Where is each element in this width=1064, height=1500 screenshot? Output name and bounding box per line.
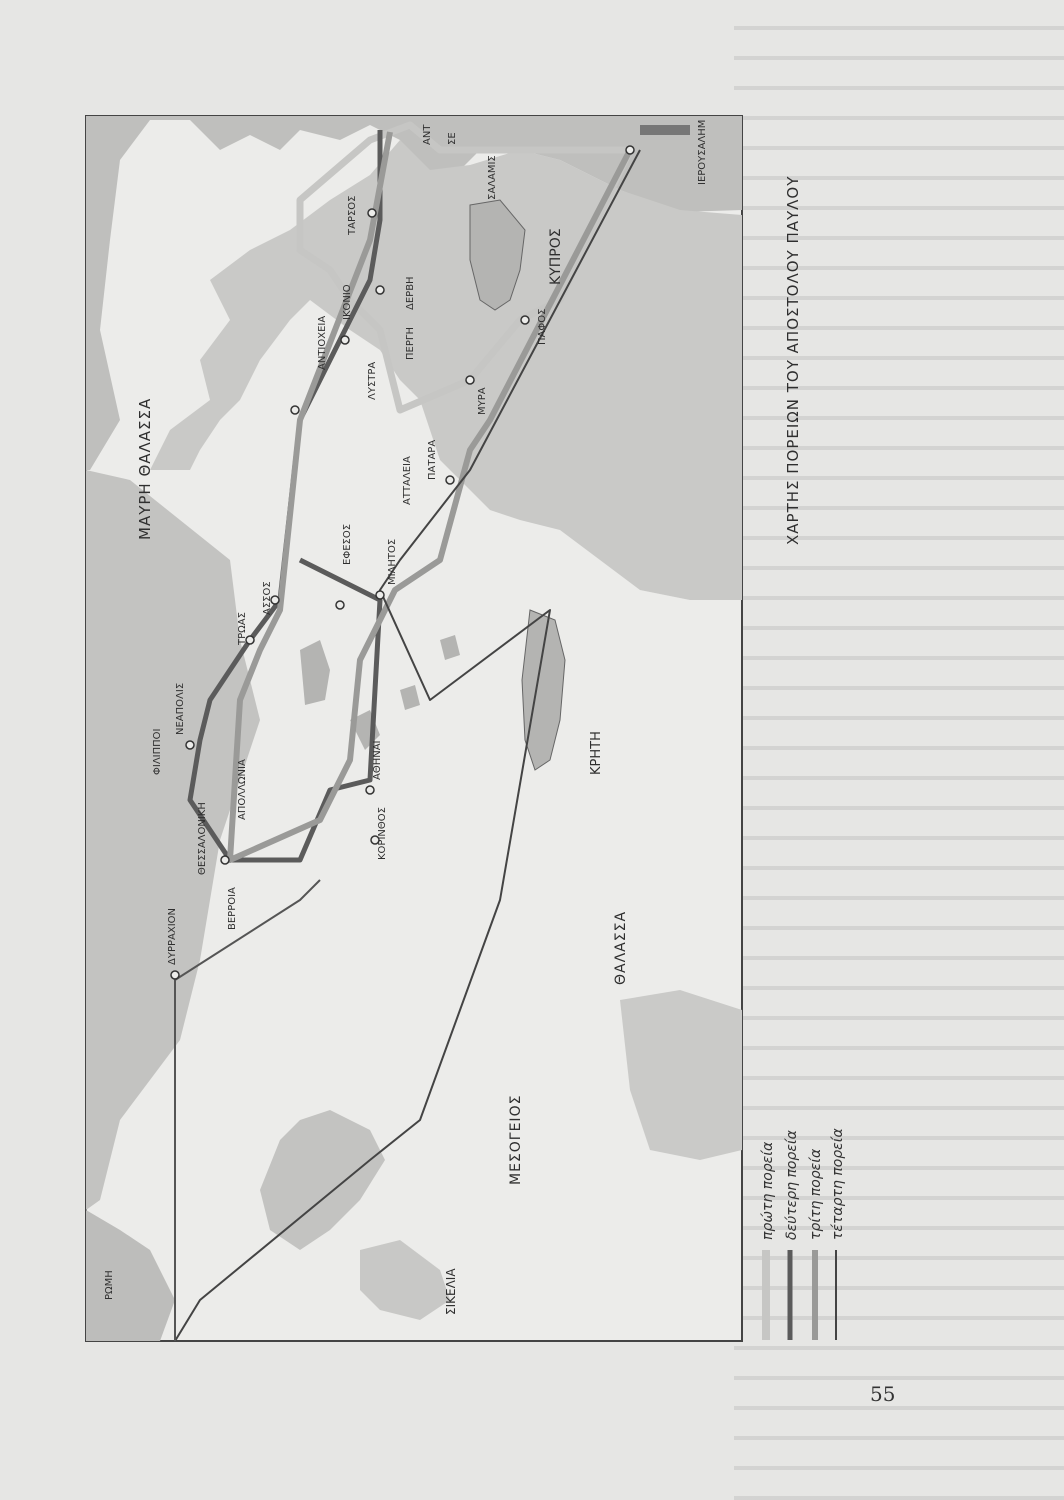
place-label: ΤΡΩΑΣ <box>237 612 248 645</box>
place-label: ΕΦΕΣΟΣ <box>342 523 353 565</box>
place-label: ΘΕΣΣΑΛΟΝΙΚΗ <box>197 802 208 875</box>
place-label: ΙΚΟΝΙΟ <box>342 284 353 320</box>
place-label: ΑΣΣΟΣ <box>262 581 273 615</box>
place-label: ΔΕΡΒΗ <box>405 276 416 310</box>
legend-label-fourth: τέταρτη πορεία <box>830 1128 846 1240</box>
sea-label-black-sea: ΜΑΥΡΗ ΘΑΛΑΣΣΑ <box>136 397 154 540</box>
sea-label-mediterranean: ΜΕΣΟΓΕΙΟΣ <box>508 1094 524 1185</box>
place-label: ΛΥΣΤΡΑ <box>367 361 378 400</box>
place-label: ΒΕΡΡΟΙΑ <box>227 887 238 930</box>
place-label: ΦΙΛΙΠΠΟΙ <box>152 728 163 775</box>
place-label: ΑΝΤ <box>422 124 433 145</box>
place-label: ΑΘΗΝΑΙ <box>372 740 383 780</box>
city-marker <box>376 591 384 599</box>
city-marker <box>521 316 529 324</box>
city-marker <box>366 786 374 794</box>
city-marker <box>446 476 454 484</box>
city-marker <box>186 741 194 749</box>
city-marker <box>368 209 376 217</box>
city-marker <box>341 336 349 344</box>
legend-label-third: τρίτη πορεία <box>808 1148 824 1240</box>
place-label: ΝΕΑΠΟΛΙΣ <box>175 682 186 735</box>
map-legend <box>760 1128 846 1340</box>
sea-label-sea: ΘΑΛΑΣΣΑ <box>613 910 629 985</box>
city-marker <box>336 601 344 609</box>
place-label: ΑΝΤΙΟΧΕΙΑ <box>317 315 328 370</box>
city-marker <box>171 971 179 979</box>
page-number: 55 <box>870 1382 896 1406</box>
place-label: ΑΠΟΛΛΩΝΙΑ <box>237 759 248 820</box>
city-marker <box>221 856 229 864</box>
place-label: ΣΑΛΑΜΙΣ <box>487 155 498 200</box>
place-label: ΠΑΤΑΡΑ <box>427 439 438 480</box>
city-marker <box>466 376 474 384</box>
place-label: ΠΕΡΓΗ <box>405 327 416 360</box>
island-label-sicily: ΣΙΚΕΛΙΑ <box>444 1268 458 1315</box>
city-marker <box>291 406 299 414</box>
place-label: ΣΕ <box>447 132 458 145</box>
city-marker <box>626 146 634 154</box>
island-label-cyprus: ΚΥΠΡΟΣ <box>548 228 564 285</box>
map-title: ΧΑΡΤΗΣ ΠΟΡΕΙΩΝ ΤΟΥ ΑΠΟΣΤΟΛΟΥ ΠΑΥΛΟΥ <box>784 175 802 545</box>
legend-label-second: δεύτερη πορεία <box>784 1130 800 1240</box>
place-label: ΜΙΛΗΤΟΣ <box>387 538 398 585</box>
place-label: ΠΑΦΟΣ <box>537 308 548 345</box>
place-label: ΡΩΜΗ <box>104 1270 115 1300</box>
place-label: ΚΟΡΙΝΘΟΣ <box>377 807 388 860</box>
place-label: ΙΕΡΟΥΣΑΛΗΜ <box>697 119 708 185</box>
place-label: ΜΥΡΑ <box>477 387 488 415</box>
island-label-crete: ΚΡΗΤΗ <box>589 731 604 775</box>
city-marker <box>376 286 384 294</box>
place-label: ΑΤΤΑΛΕΙΑ <box>402 456 413 505</box>
place-label: ΔΥΡΡΑΧΙΟΝ <box>167 907 178 965</box>
legend-label-first: πρώτη πορεία <box>760 1141 776 1240</box>
place-label: ΤΑΡΣΟΣ <box>347 195 358 235</box>
